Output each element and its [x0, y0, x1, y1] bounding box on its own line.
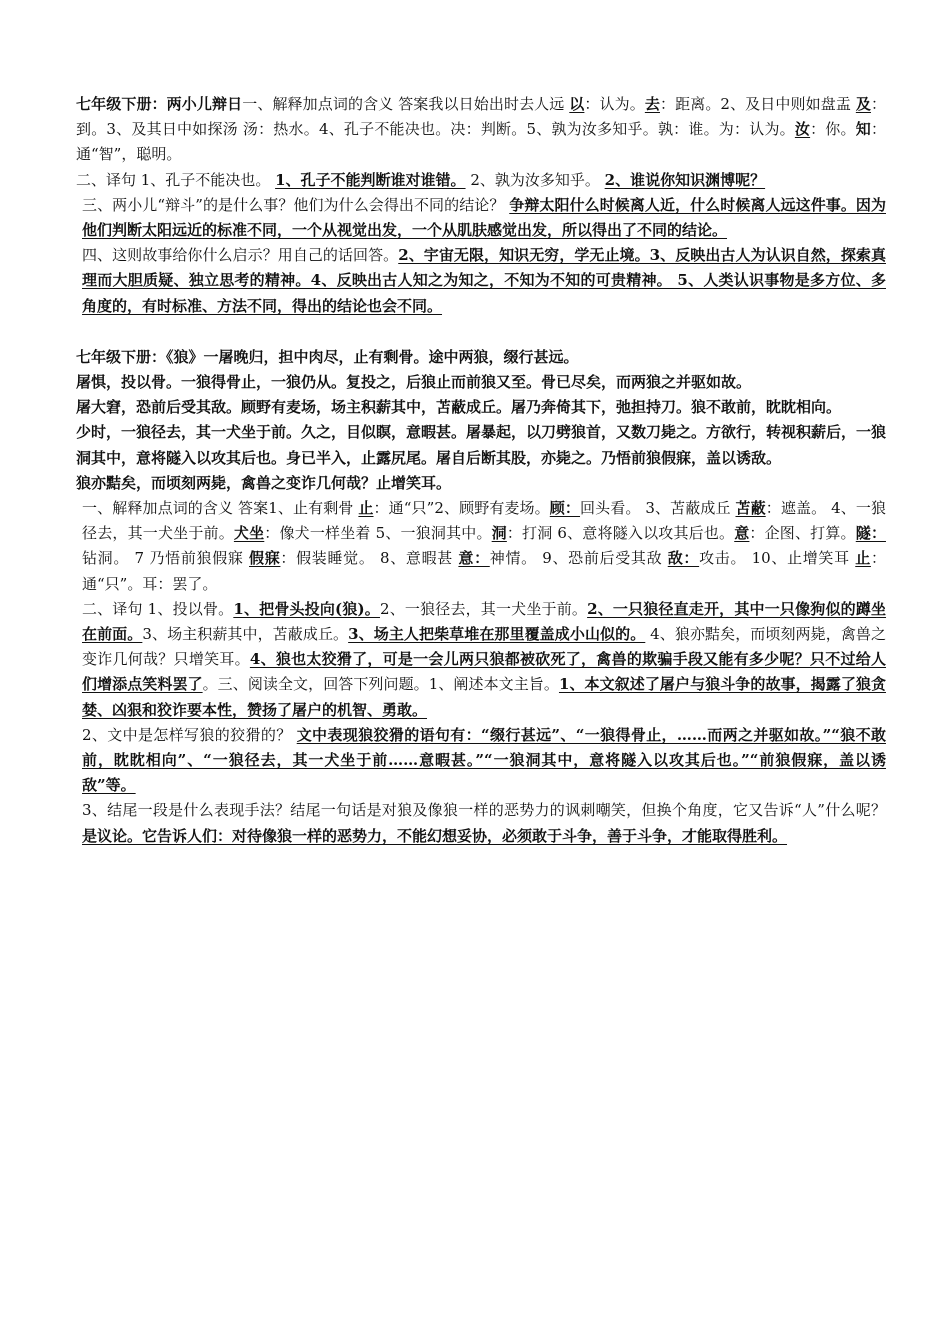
question-text: 一、解释加点词的含义 答案我以日始出时去人远	[242, 95, 570, 113]
question-text: ：像犬一样坐着 5、一狼洞其中。	[264, 524, 492, 543]
wolf-text-line-2: 屠惧，投以骨。一狼得骨止，一狼仍从。复投之，后狼止而前狼又至。骨已尽矣，而两狼之并驱如故。	[76, 373, 752, 392]
riddle-section-question3	[68, 193, 886, 243]
question-text: ：假装睡觉。 8、意暇甚	[280, 549, 459, 568]
answer-text: 意：	[458, 549, 490, 568]
answer-text: 文中表现狼狡猾的语句有：“缀行甚远”、“一狼得骨止，……而两之并驱如故。”“狼不敢前，眈眈相向”、“一狼径去，其一犬坐于前……意暇甚。”“一狼洞其中，意将隧入以攻其后也。”“前狼假寐，盖以诱敌”等。	[82, 725, 886, 795]
answer-text: 4、狼也太狡猾了，可是一会儿两只狼都被砍死了，禽兽的欺骗手段又能有多少呢？只不过给人们增添点笑料罢了	[82, 650, 886, 694]
answer-text: 去	[644, 95, 660, 113]
question-text: 钻洞。 7 乃悟前狼假寐	[82, 549, 250, 568]
question-text: ：到。3、及其日中如探汤 汤：热水。4、孔子不能决也。决：判断。5、孰为汝多知乎。孰：谁。为：认为。	[76, 95, 886, 139]
question-text: 3、结尾一段是什么表现手法？结尾一句话是对狼及像狼一样的恶势力的讽刺嘲笑，但换个角度，它又告诉“人”什么呢？	[82, 801, 886, 820]
question-text: 攻击。 10、止增笑耳	[699, 549, 856, 568]
riddle-section-question4	[68, 243, 886, 319]
answer-text: 犬坐	[233, 524, 265, 543]
question-text: 神情。 9、恐前后受其敌	[489, 549, 668, 568]
question-text: 一、解释加点词的含义 答案1、止有剩骨	[82, 499, 359, 518]
question-text: 三、两小儿“辩斗”的是什么事？他们为什么会得出不同的结论？	[82, 195, 510, 214]
answer-text: 1、把骨头投向(狼)。	[233, 599, 380, 618]
question-text: ：通“只”。耳：罢了。	[82, 549, 886, 593]
answer-text: 以	[569, 95, 585, 113]
question-text: 二、译句 1、投以骨。	[82, 599, 234, 618]
question-text: ：通“智”，聪明。	[76, 120, 886, 164]
question-text: 七年级下册：两小儿辩日	[76, 95, 243, 113]
question-text: ：通“只”2、顾野有麦场。	[373, 499, 550, 518]
wolf-text-line-3: 屠大窘，恐前后受其敌。顾野有麦场，场主积薪其中，苫蔽成丘。屠乃奔倚其下，弛担持刀。狼不敢前，眈眈相向。	[76, 398, 842, 417]
question-text: 回头看。 3、苫蔽成丘	[580, 499, 736, 518]
answer-text: 顾：	[549, 499, 581, 518]
wolf-question-3	[68, 723, 886, 799]
riddle-section-part1	[68, 92, 886, 168]
question-text: ：距离。2、及日中则如盘盂	[659, 95, 856, 113]
wolf-text-line-4: 少时，一狼径去，其一犬坐于前。久之，目似瞑，意暇甚。屠暴起，以刀劈狼首，又数刀毙之。方欲行，转视积薪后，一狼洞其中，意将隧入以攻其后也。身已半入，止露尻尾。屠自后断其股，亦毙之。乃悟前狼假寐，盖以诱敌。	[76, 423, 887, 467]
answer-text: 2、一只狼径直走开，其中一只像狗似的蹲坐在前面。	[82, 599, 887, 644]
question-text: 二、译句 1、孔子不能决也。	[76, 170, 276, 189]
answer-text: 2、谁说你知识渊博呢？	[604, 170, 766, 189]
answer-text: 争辩太阳什么时候离人近，什么时候离人远这件事。因为他们判断太阳远近的标准不同，一个从视觉出发，一个从肌肤感觉出发，所以得出了不同的结论。	[82, 195, 886, 240]
answer-text: 苫蔽	[735, 499, 766, 518]
document-page	[68, 92, 886, 849]
answer-text: 及	[855, 95, 871, 113]
wolf-text-line-5: 狼亦黠矣，而顷刻两毙，禽兽之变诈几何哉？止增笑耳。	[76, 473, 452, 492]
answer-text: 止	[358, 499, 374, 518]
question-text: ：你。	[810, 120, 856, 139]
question-text: ：认为。	[584, 95, 645, 113]
question-text: ：打洞 6、意将隧入以攻其后也。	[506, 524, 735, 543]
question-text: 知	[855, 120, 871, 139]
answer-text: 隧：	[855, 524, 886, 543]
riddle-section-translation	[68, 168, 886, 193]
answer-text: 1、本文叙述了屠户与狼斗争的故事，揭露了狼贪婪、凶狠和狡诈要本性，赞扬了屠户的机智、勇敢。	[82, 675, 886, 719]
answer-text: 敌：	[667, 549, 700, 568]
answer-text: 洞	[491, 524, 507, 543]
answer-text: 意	[734, 524, 750, 543]
section-gap	[68, 319, 886, 345]
wolf-text-line-1: 七年级下册：《狼》一屠晚归，担中肉尽，止有剩骨。途中两狼，缀行甚远。	[76, 347, 579, 366]
question-text: 2、一狼径去，其一犬坐于前。	[379, 599, 588, 618]
answer-text: 1、孔子不能判断谁对谁错。	[275, 170, 466, 189]
answer-text: 2、宇宙无限，知识无穷，学无止境。3、反映出古人为认识自然，探索真理而大胆质疑、独立思考的精神。4、反映出古人知之为知之，不知为不知的可贵精神。 5、人类认识事物是多方位、多角度的，有时标准、方法不同，得出的结论也会不同。	[82, 246, 886, 315]
wolf-question-2	[68, 597, 886, 723]
answer-text: 是议论。它告诉人们：对待像狼一样的恶势力，不能幻想妥协，必须敢于斗争，善于斗争，才能取得胜利。	[82, 826, 788, 845]
question-text: ：遮盖。 4、一狼径去，其一犬坐于前。	[82, 499, 886, 543]
question-text: 四、这则故事给你什么启示？用自己的话回答。	[82, 246, 399, 265]
wolf-question-1	[68, 496, 886, 597]
question-text: 3、场主积薪其中，苫蔽成丘。	[142, 625, 349, 644]
question-text: ：企图、打算。	[749, 524, 856, 543]
wolf-question-4	[68, 798, 886, 848]
question-text: 2、文中是怎样写狼的狡猾的？	[82, 725, 297, 744]
answer-text: 止	[855, 549, 871, 568]
question-text: 4、狼亦黠矣，而顷刻两毙，禽兽之变诈几何哉？只增笑耳。	[82, 625, 886, 669]
question-text: 2、孰为汝多知乎。	[465, 170, 605, 189]
answer-text: 假寐	[249, 549, 281, 568]
answer-text: 汝	[794, 120, 811, 139]
answer-text: 3、场主人把柴草堆在那里覆盖成小山似的。	[348, 625, 646, 644]
question-text: 。三、阅读全文，回答下列问题。1、阐述本文主旨。	[202, 675, 559, 694]
